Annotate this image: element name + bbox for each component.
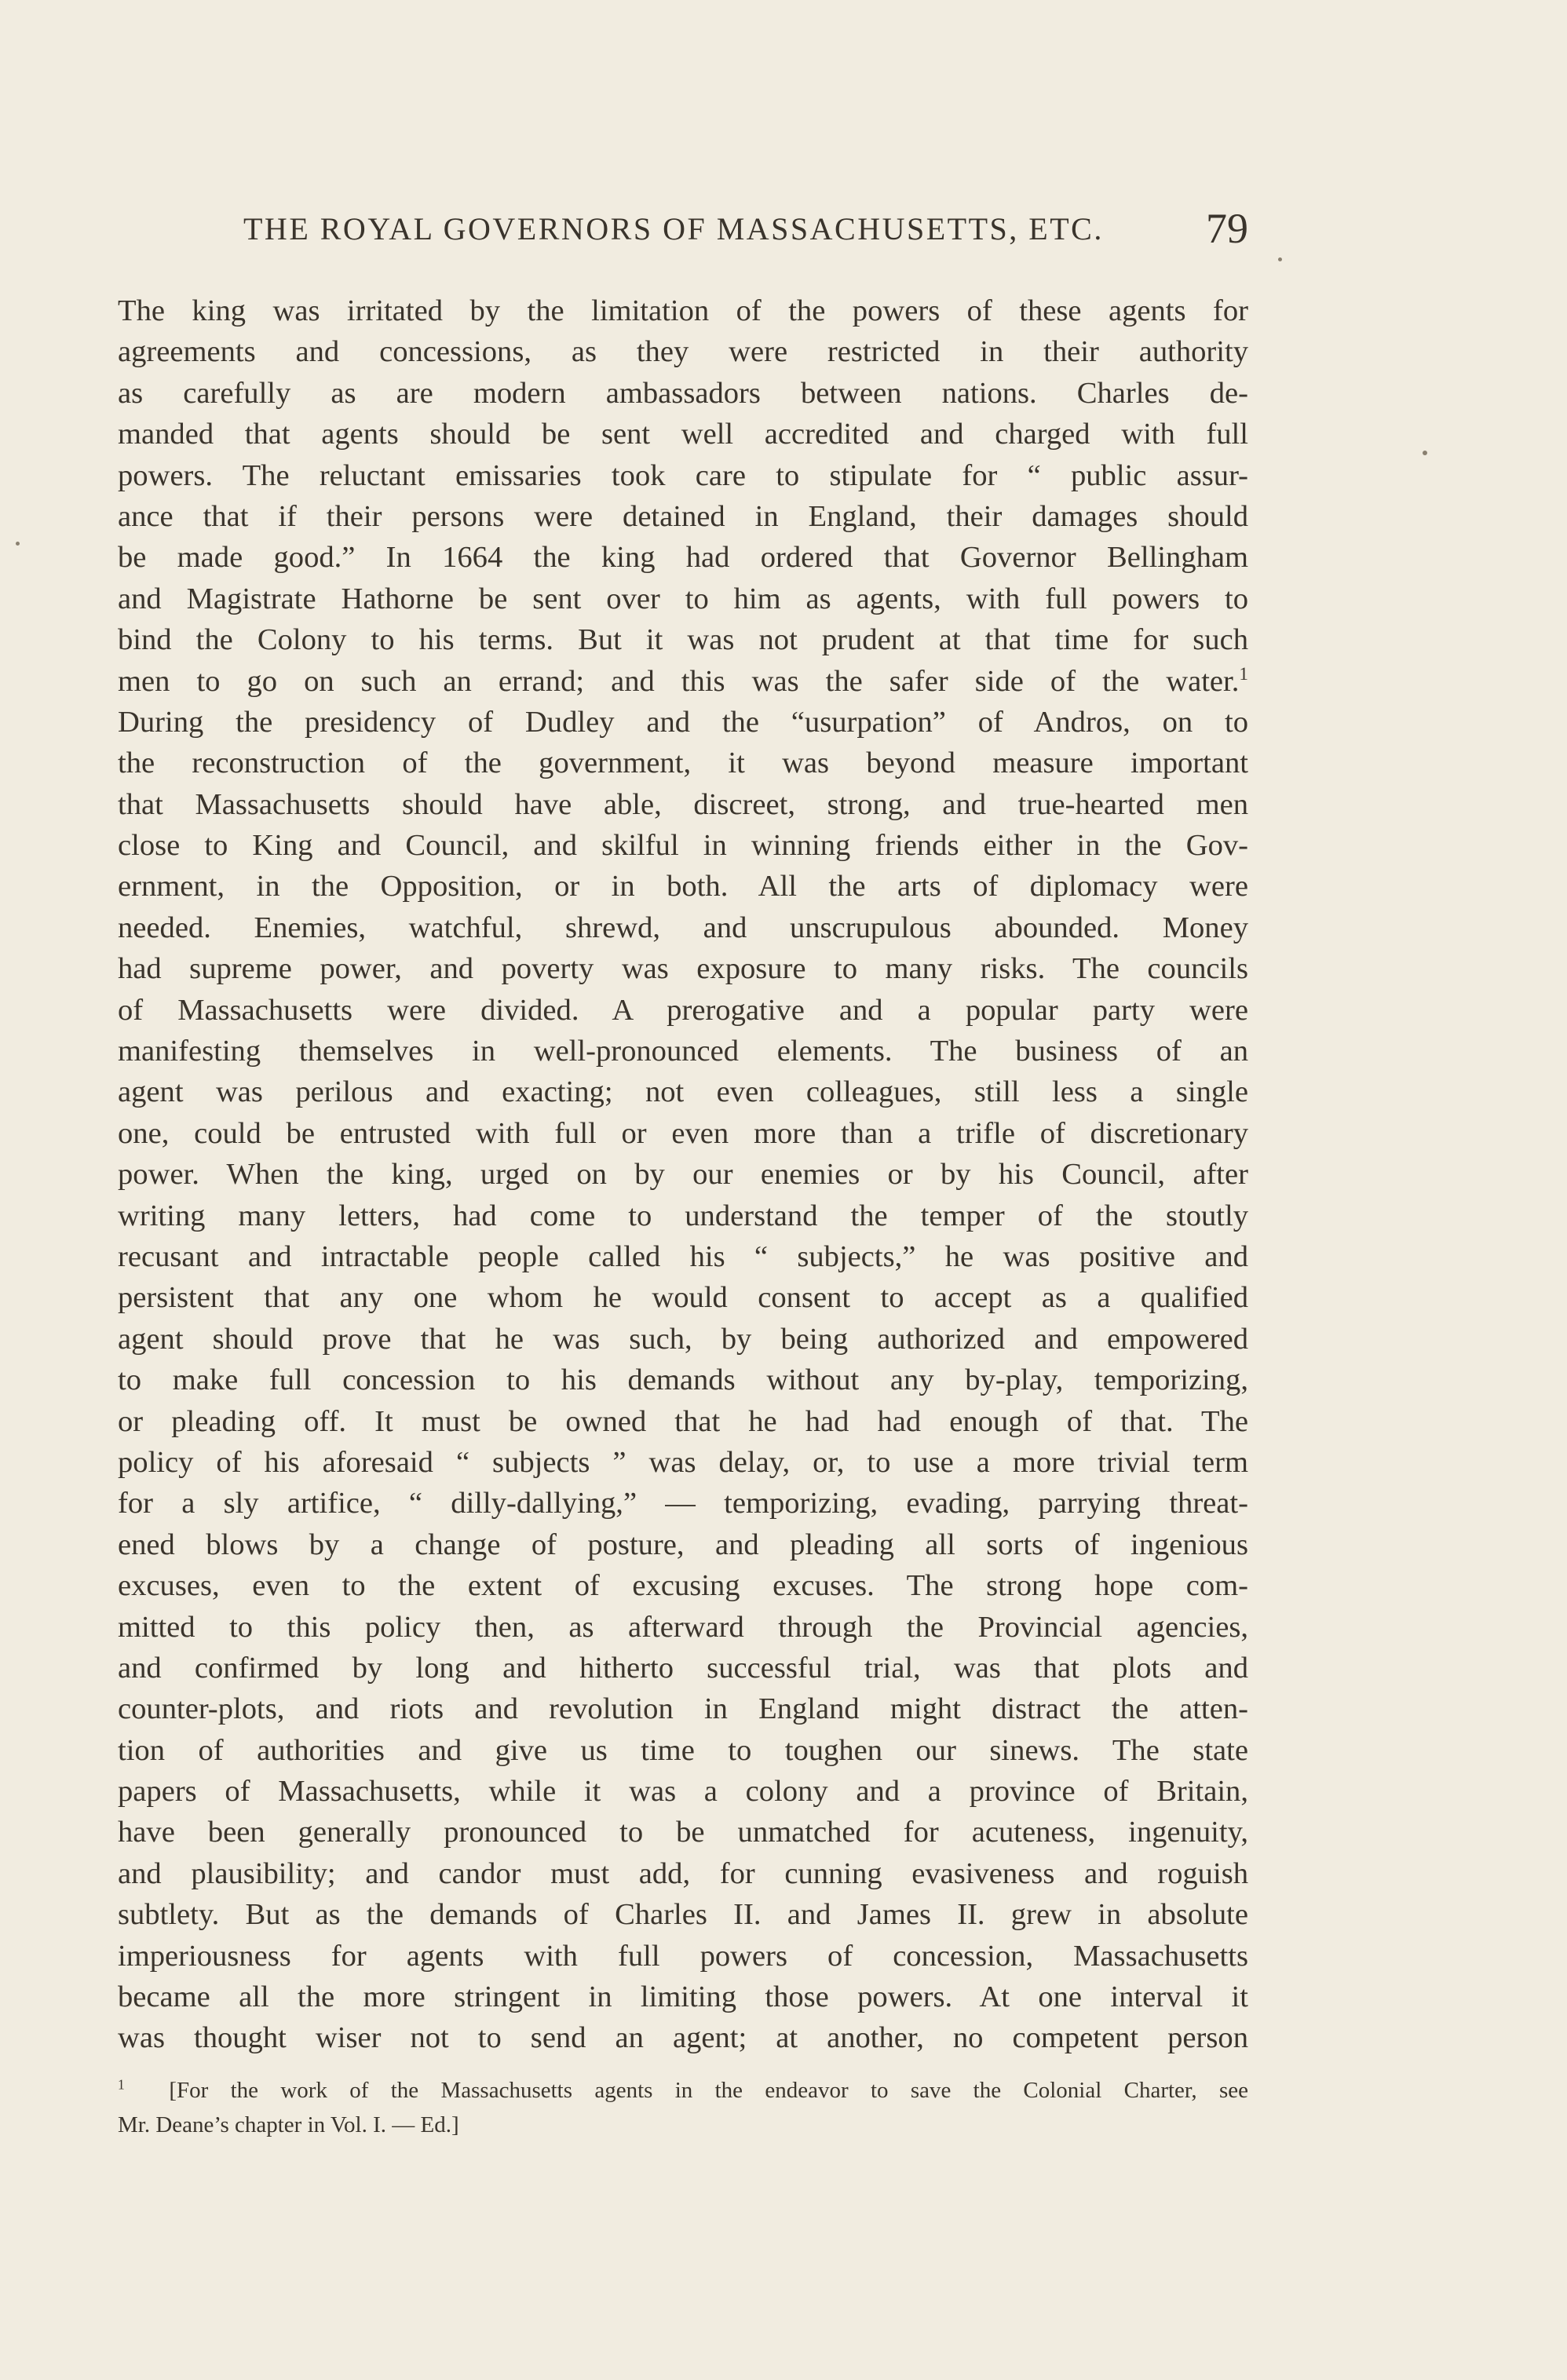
body-line: excuses, even to the extent of excusing excuses. The strong hope com-: [118, 1569, 1248, 1603]
body-line: became all the more stringent in limiting those powers. At one interval it: [118, 1980, 1248, 2014]
footnote-spacer: [118, 2059, 1248, 2073]
body-line: of Massachusetts were divided. A prerogative and a popular party were: [118, 993, 1248, 1027]
paper-speck: [1423, 451, 1427, 455]
body-line: writing many letters, had come to understand the temper of the stoutly: [118, 1199, 1248, 1232]
paper-speck: [1278, 257, 1282, 261]
footnote-marker: 1: [118, 2076, 125, 2093]
body-line: close to King and Council, and skilful in winning friends either in the Gov-: [118, 829, 1248, 863]
running-title: THE ROYAL GOVERNORS OF MASSACHUSETTS, ETC.: [243, 211, 1104, 246]
body-line: power. When the king, urged on by our enemies or by his Council, after: [118, 1158, 1248, 1192]
body-line: subtlety. But as the demands of Charles II. and James II. grew in absolute: [118, 1898, 1248, 1932]
body-line: ance that if their persons were detained in England, their damages should: [118, 499, 1248, 533]
body-line: powers. The reluctant emissaries took care to stipulate for “ public assur-: [118, 458, 1248, 492]
body-line: imperiousness for agents with full powers of concession, Massachusetts: [118, 1939, 1248, 1973]
body-line: and Magistrate Hathorne be sent over to him as agents, with full powers to: [118, 582, 1248, 615]
body-line: agent was perilous and exacting; not even colleagues, still less a single: [118, 1075, 1248, 1109]
body-line: ened blows by a change of posture, and pleading all sorts of ingenious: [118, 1528, 1248, 1561]
footnote: [118, 2073, 1248, 2142]
paper-speck: [16, 542, 20, 546]
body-line-text: men to go on such an errand; and this was the safer side of the water.: [118, 664, 1240, 698]
body-line: and plausibility; and candor must add, for cunning evasiveness and roguish: [118, 1856, 1248, 1890]
body-line: agreements and concessions, as they were restricted in their authority: [118, 335, 1248, 369]
footnote-line: Mr. Deane’s chapter in Vol. I. — Ed.]: [118, 2112, 459, 2137]
body-line: manded that agents should be sent well accredited and charged with full: [118, 418, 1248, 451]
body-line: needed. Enemies, watchful, shrewd, and unscrupulous abounded. Money: [118, 911, 1248, 944]
body-line: was thought wiser not to send an agent; at another, no competent person: [118, 2021, 1248, 2055]
body-line: be made good.” In 1664 the king had ordered that Governor Bellingham: [118, 541, 1248, 575]
body-line: have been generally pronounced to be unmatched for acuteness, ingenuity,: [118, 1816, 1248, 1849]
running-head: [118, 204, 1248, 259]
body-line: and confirmed by long and hitherto successful trial, was that plots and: [118, 1651, 1248, 1685]
body-line: counter-plots, and riots and revolution in England might distract the atten-: [118, 1692, 1248, 1726]
body-line: recusant and intractable people called his “ subjects,” he was positive and: [118, 1239, 1248, 1273]
footnote-text: [For the work of the Massachusetts agents in the endeavor to save the Colonial Charter, see: [169, 2077, 1249, 2103]
body-line: the reconstruction of the government, it was beyond measure important: [118, 746, 1248, 780]
body-line: ernment, in the Opposition, or in both. All the arts of diplomacy were: [118, 870, 1248, 903]
body-line: manifesting themselves in well-pronounced elements. The business of an: [118, 1035, 1248, 1068]
page: [118, 204, 1248, 2142]
body-line: persistent that any one whom he would consent to accept as a qualified: [118, 1281, 1248, 1315]
body-line: mitted to this policy then, as afterward through the Provincial agencies,: [118, 1610, 1248, 1644]
body-text: [118, 290, 1248, 2059]
body-line: one, could be entrusted with full or even more than a trifle of discretionary: [118, 1116, 1248, 1150]
page-number: 79: [1206, 205, 1248, 252]
body-line: During the presidency of Dudley and the “usurpation” of Andros, on to: [118, 705, 1248, 739]
body-line: had supreme power, and poverty was exposure to many risks. The councils: [118, 952, 1248, 986]
body-line: tion of authorities and give us time to toughen our sinews. The state: [118, 1733, 1248, 1767]
footnote-line: [118, 2073, 1248, 2108]
body-line: policy of his aforesaid “ subjects ” was delay, or, to use a more trivial term: [118, 1445, 1248, 1479]
body-line: The king was irritated by the limitation of the powers of these agents for: [118, 294, 1248, 327]
footnote-reference[interactable]: 1: [1239, 663, 1248, 684]
body-line: agent should prove that he was such, by being authorized and empowered: [118, 1322, 1248, 1356]
body-line-with-note: [118, 661, 1248, 702]
body-line: or pleading off. It must be owned that he had had enough of that. The: [118, 1404, 1248, 1438]
body-line: that Massachusetts should have able, discreet, strong, and true-hearted men: [118, 787, 1248, 821]
body-line: for a sly artifice, “ dilly-dallying,” — temporizing, evading, parrying threat-: [118, 1487, 1248, 1520]
body-line: papers of Massachusetts, while it was a colony and a province of Britain,: [118, 1775, 1248, 1809]
body-line: as carefully as are modern ambassadors between nations. Charles de-: [118, 376, 1248, 410]
body-line: to make full concession to his demands without any by-play, temporizing,: [118, 1363, 1248, 1397]
body-line: bind the Colony to his terms. But it was not prudent at that time for such: [118, 623, 1248, 657]
